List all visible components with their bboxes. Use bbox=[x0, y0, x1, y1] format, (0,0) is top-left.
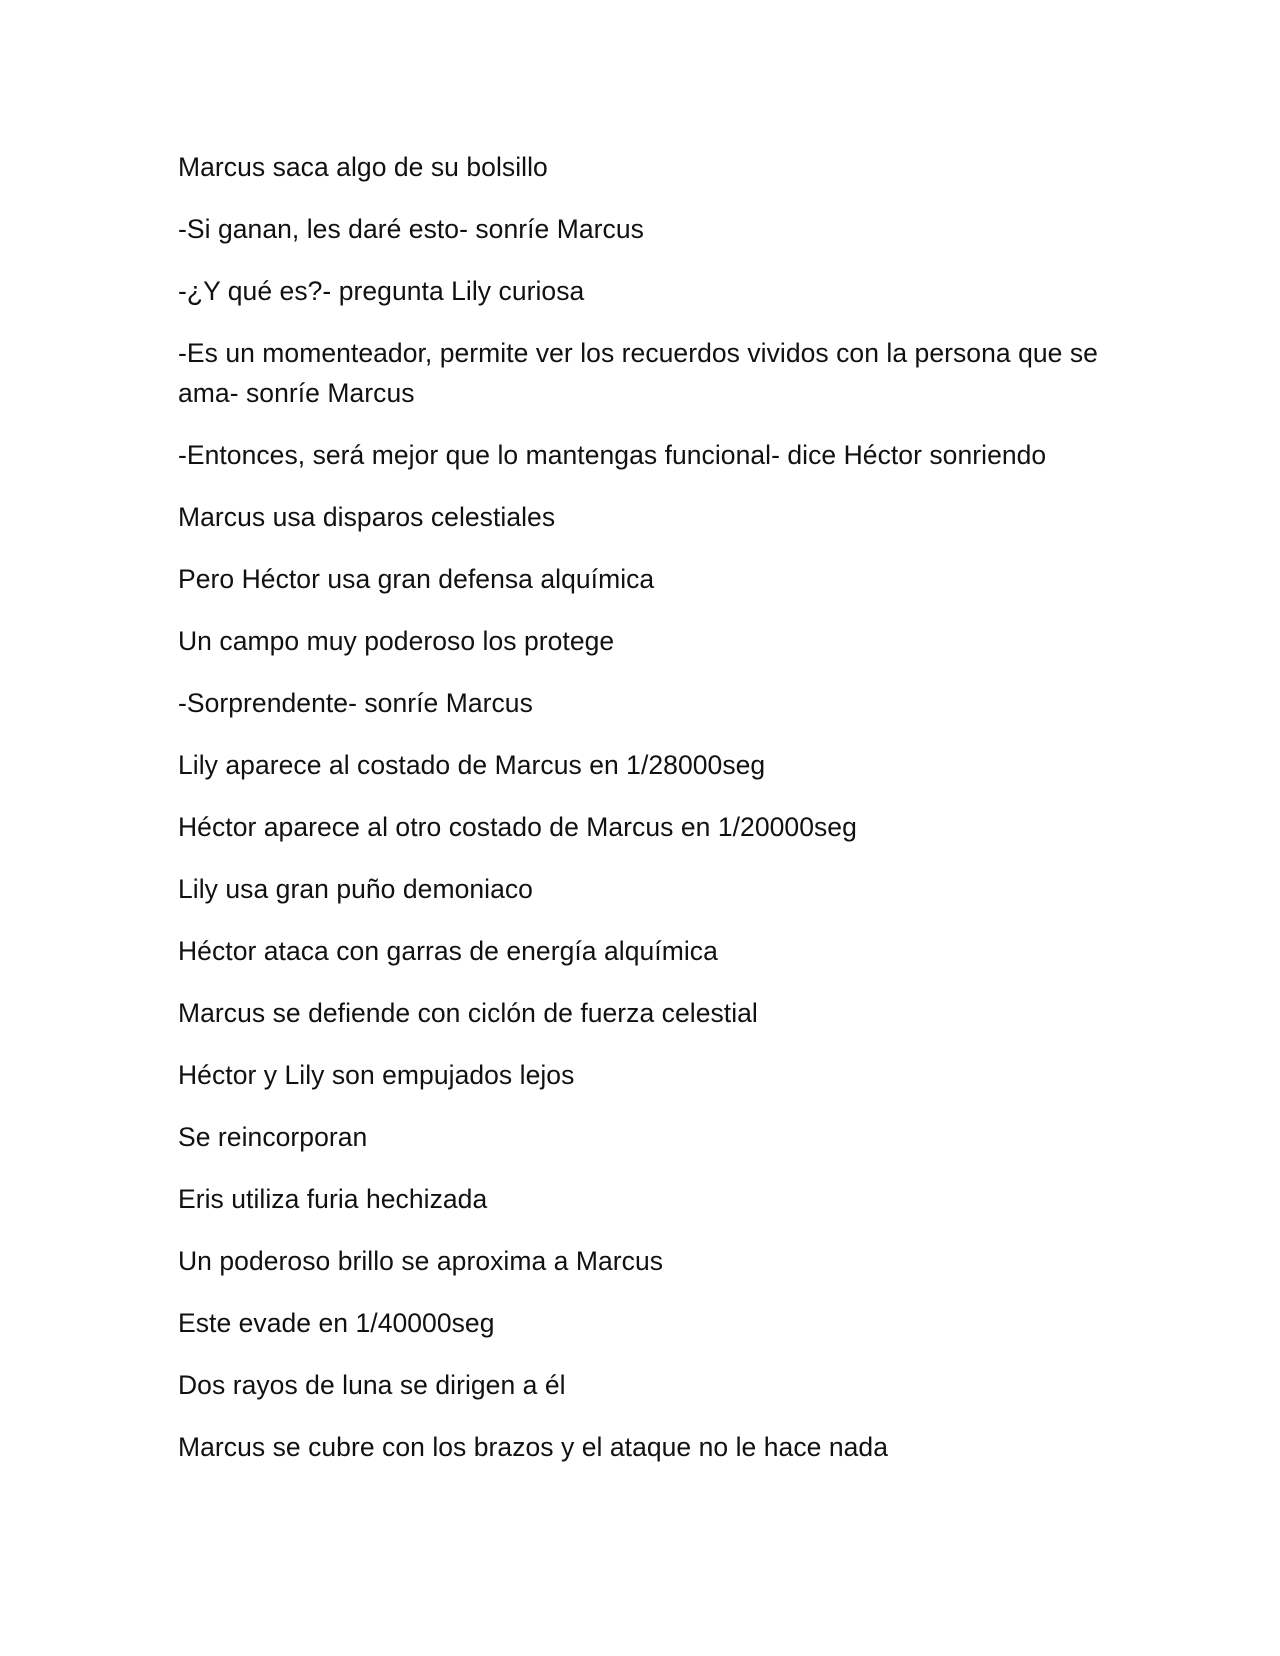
paragraph: -Si ganan, les daré esto- sonríe Marcus bbox=[178, 214, 644, 244]
paragraph: Eris utiliza furia hechizada bbox=[178, 1184, 488, 1214]
paragraph: Marcus usa disparos celestiales bbox=[178, 502, 556, 532]
paragraph: Lily usa gran puño demoniaco bbox=[178, 874, 533, 904]
paragraph: Marcus se defiende con ciclón de fuerza celestial bbox=[178, 998, 758, 1028]
paragraph: Dos rayos de luna se dirigen a él bbox=[178, 1370, 566, 1400]
paragraph: -Es un momenteador, permite ver los recuerdos vividos con la persona que se ama- sonríe Marcus bbox=[178, 338, 1098, 408]
paragraph: Este evade en 1/40000seg bbox=[178, 1308, 495, 1338]
paragraph: -Entonces, será mejor que lo mantengas funcional- dice Héctor sonriendo bbox=[178, 440, 1047, 470]
paragraph: Pero Héctor usa gran defensa alquímica bbox=[178, 564, 655, 594]
paragraph: Héctor aparece al otro costado de Marcus en 1/20000seg bbox=[178, 812, 857, 842]
paragraph: Héctor y Lily son empujados lejos bbox=[178, 1060, 575, 1090]
paragraph: Lily aparece al costado de Marcus en 1/28000seg bbox=[178, 750, 766, 780]
paragraph: Marcus se cubre con los brazos y el ataque no le hace nada bbox=[178, 1432, 888, 1462]
paragraph: -¿Y qué es?- pregunta Lily curiosa bbox=[178, 276, 585, 306]
paragraph: -Sorprendente- sonríe Marcus bbox=[178, 688, 533, 718]
paragraph: Héctor ataca con garras de energía alquímica bbox=[178, 936, 718, 966]
paragraph: Un campo muy poderoso los protege bbox=[178, 626, 615, 656]
paragraph: Marcus saca algo de su bolsillo bbox=[178, 152, 548, 182]
paragraph: Un poderoso brillo se aproxima a Marcus bbox=[178, 1246, 664, 1276]
paragraph: Se reincorporan bbox=[178, 1122, 368, 1152]
document-body bbox=[178, 147, 1118, 1489]
